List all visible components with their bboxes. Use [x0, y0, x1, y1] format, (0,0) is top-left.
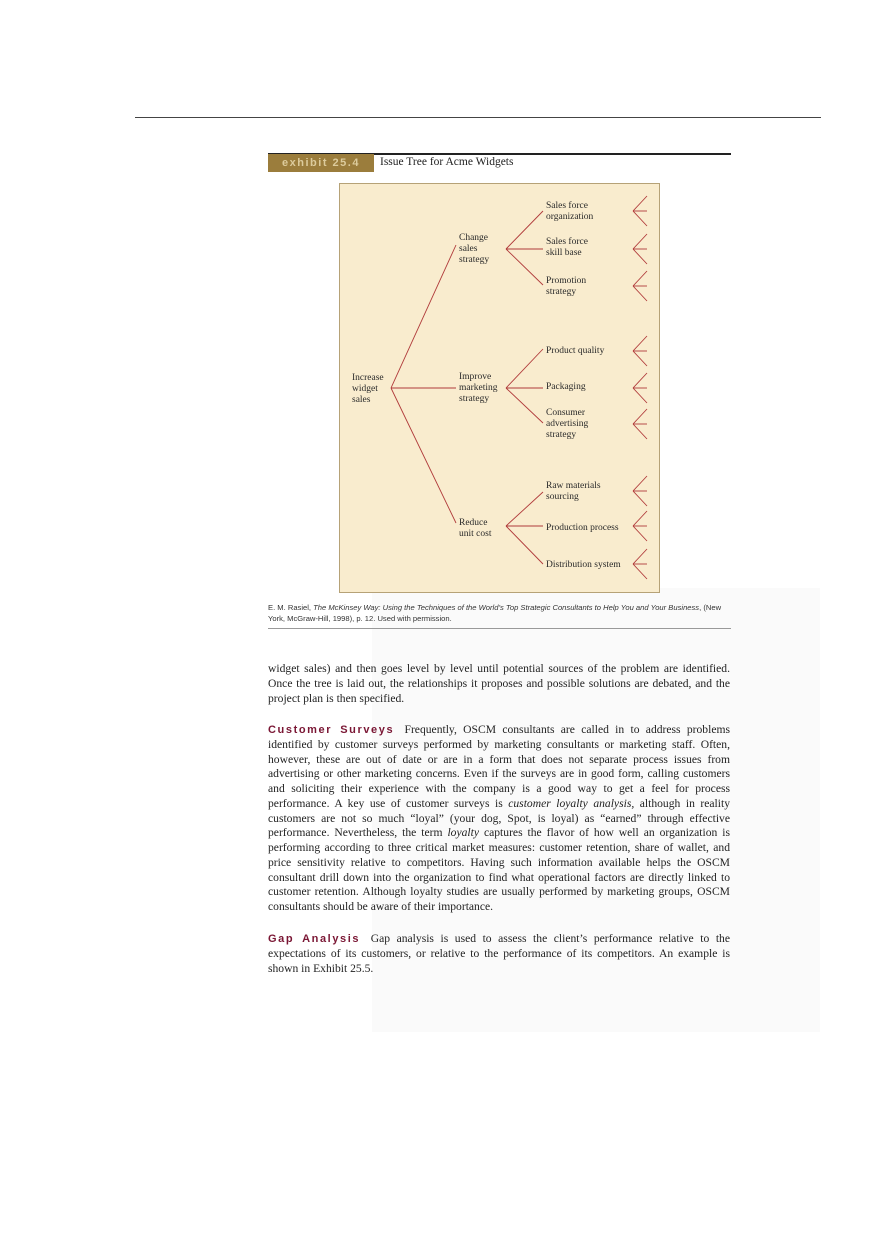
- term-loyalty: loyalty: [447, 826, 480, 840]
- fan-marker-packaging: [633, 373, 647, 403]
- fan-marker-sales-skill: [633, 234, 647, 264]
- exhibit-label: exhibit 25.4: [268, 154, 374, 172]
- term-customer-loyalty-analysis: customer loyalty analysis,: [508, 796, 635, 810]
- connector-consumer-advertising: [506, 388, 543, 423]
- connector-distribution: [506, 526, 543, 564]
- tree-leaf-sales-organization: Sales force organization: [546, 201, 594, 222]
- tree-leaf-sales-skill: Sales force skill base: [546, 237, 588, 258]
- connector-root-change-sales: [391, 245, 456, 388]
- fan-marker-production-process: [633, 511, 647, 541]
- connector-root-reduce-cost: [391, 388, 456, 523]
- connector-product-quality: [506, 349, 543, 388]
- credit-details: , (New York, McGraw-Hill, 1998), p. 12. Used with permission.: [268, 603, 722, 623]
- fan-marker-product-quality: [633, 336, 647, 366]
- credit-rule: [268, 628, 731, 629]
- paragraph-intro: widget sales) and then goes level by level until potential sources of the problem are identified. Once the tree is laid out, the relationships it proposes and possible solutions are debated, and the project plan is then specified.: [268, 662, 730, 705]
- tree-branch-reduce-cost: Reduce unit cost: [459, 518, 492, 539]
- fan-marker-promotion: [633, 271, 647, 301]
- fan-marker-consumer-advertising: [633, 409, 647, 439]
- heading-customer-surveys: Customer Surveys: [268, 724, 395, 736]
- customer-surveys-text-a: Frequently, OSCM consultants are called in to address problems identified by customer surveys performed by marketing consultants or marketing staff. Often, however, these are out of date or are in a form that does not separate process issues from advertising or other marketing concerns. Even if the surveys are in good form, calling customers and soliciting their experience with the company is a good way to get a feel for process performance. A key use of customer surveys is: [268, 723, 730, 810]
- tree-branch-change-sales: Change sales strategy: [459, 233, 490, 265]
- customer-surveys-text-c: captures the flavor of how well an organization is performing according to three critical market measures: customer retention, share of wallet, and price sensitivity relative to competitors. Having such information available helps the OSCM consultant drill down into the organization to find what operational factors are directly linked to customer retention. Although loyalty studies are usually performed by marketing groups, OSCM consultants should be aware of their importance.: [268, 826, 730, 913]
- tree-leaf-raw-materials: Raw materials sourcing: [546, 481, 601, 502]
- customer-surveys-text-b: although in reality customers are not so much “loyal” (your dog, Spot, is loyal) as “earned” through effective performance. Nevertheless, the term: [268, 796, 730, 840]
- gap-analysis-text: Gap analysis is used to assess the client’s performance relative to the expectations of its customers, or relative to the performance of its competitors. An example is shown in Exhibit 25.5.: [268, 932, 730, 975]
- tree-leaf-product-quality: Product quality: [546, 346, 605, 356]
- tree-leaf-distribution: Distribution system: [546, 560, 621, 570]
- fan-marker-distribution: [633, 549, 647, 579]
- tree-branch-improve-marketing: Improve marketing strategy: [459, 372, 498, 404]
- tree-leaf-consumer-advertising: Consumer advertising strategy: [546, 408, 589, 440]
- paragraph-customer-surveys: [268, 723, 730, 915]
- page-top-rule: [135, 117, 821, 118]
- tree-leaf-packaging: Packaging: [546, 382, 586, 392]
- heading-gap-analysis: Gap Analysis: [268, 933, 361, 945]
- tree-leaf-production-process: Production process: [546, 523, 619, 533]
- connector-sales-organization: [506, 211, 543, 249]
- connector-raw-materials: [506, 492, 543, 526]
- tree-leaf-promotion: Promotion strategy: [546, 276, 587, 297]
- fan-marker-raw-materials: [633, 476, 647, 506]
- exhibit-title: Issue Tree for Acme Widgets: [380, 156, 514, 168]
- fan-marker-sales-organization: [633, 196, 647, 226]
- paragraph-gap-analysis: [268, 932, 730, 976]
- credit-author: E. M. Rasiel,: [268, 603, 314, 612]
- connector-promotion: [506, 249, 543, 285]
- credit-book-title: The McKinsey Way: Using the Techniques of the World’s Top Strategic Consultants to Help You and Your Business: [313, 603, 700, 612]
- tree-root-node: Increase widget sales: [352, 373, 384, 405]
- figure-credit: [268, 602, 738, 624]
